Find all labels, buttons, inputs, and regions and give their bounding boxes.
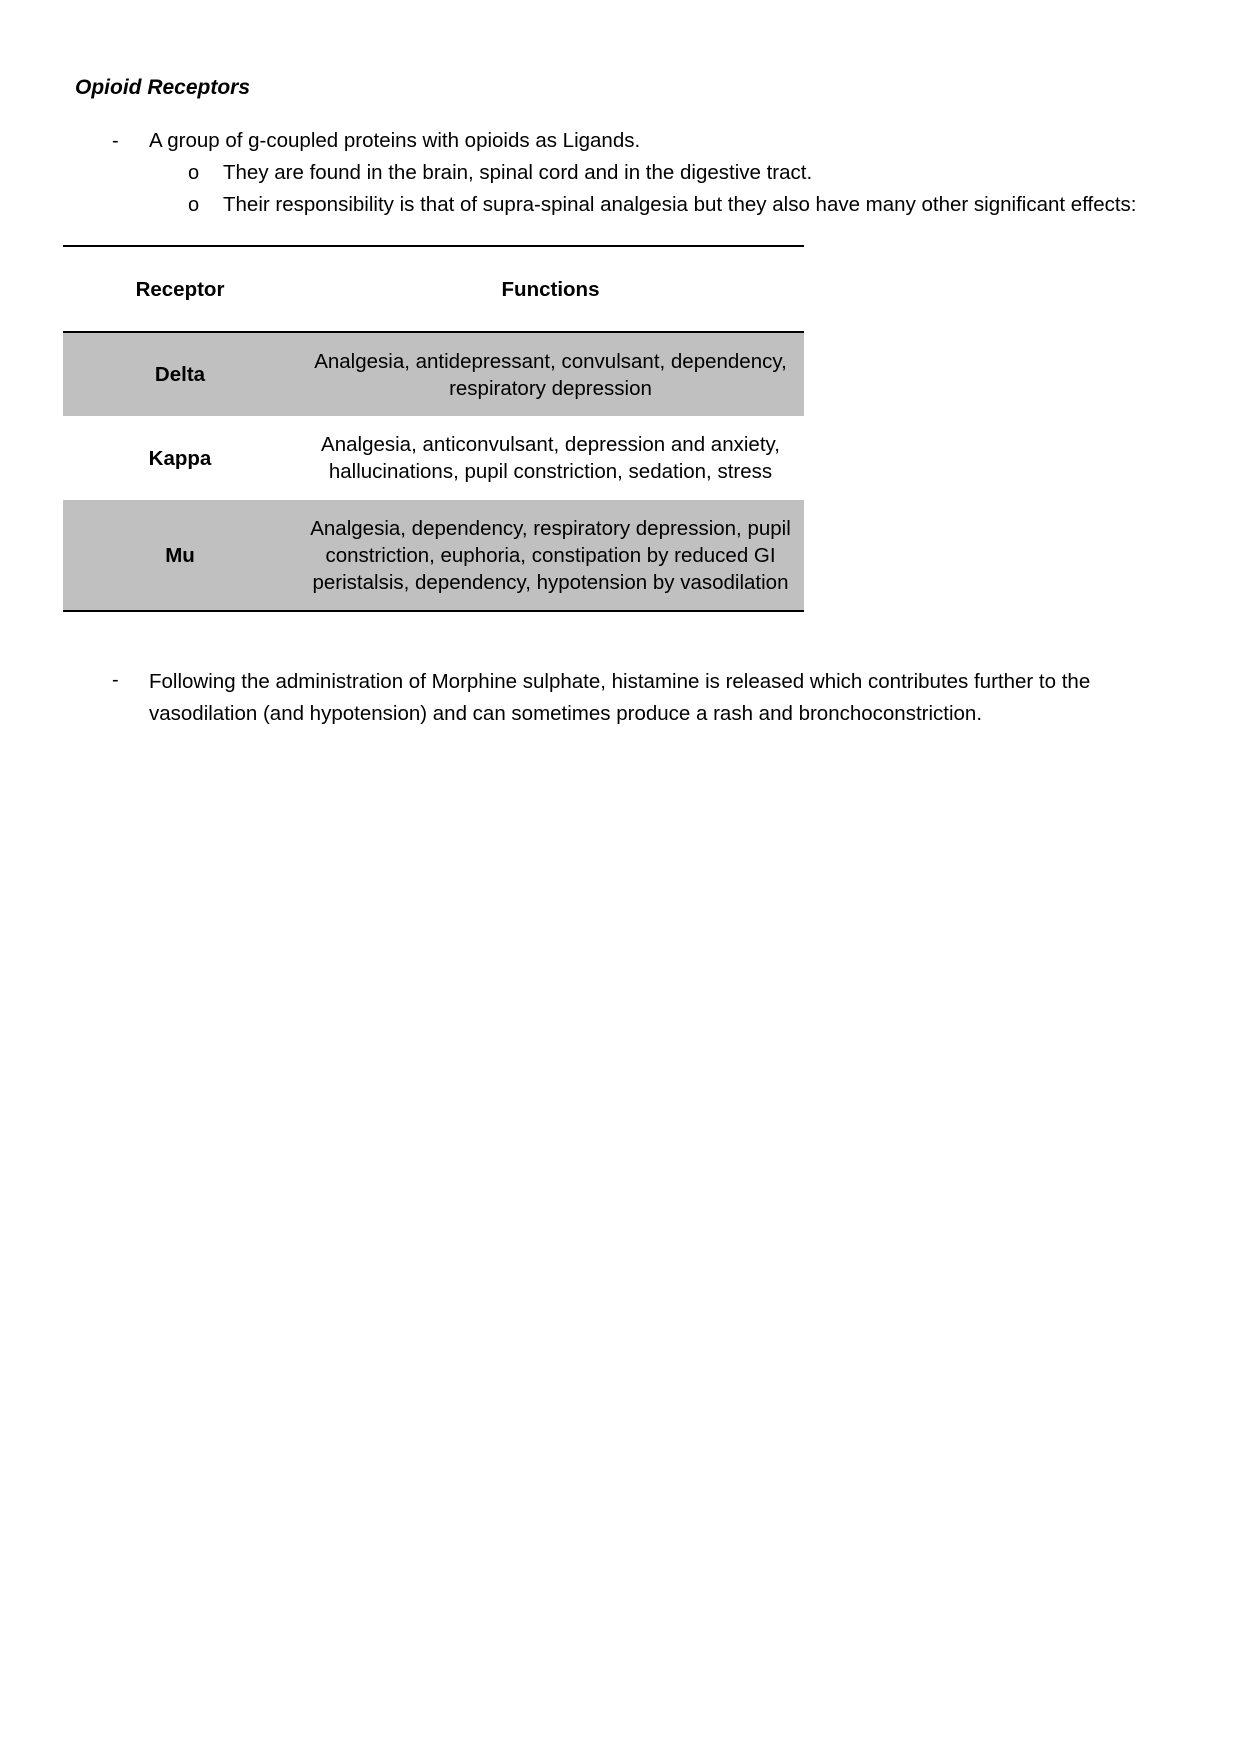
table-row [63, 332, 804, 416]
table-row [63, 500, 804, 611]
receptor-cell: Delta [63, 332, 297, 416]
bullet-dash-icon: - [112, 130, 119, 152]
bullet-circle-icon: o [188, 194, 200, 216]
closing-paragraph: Following the administration of Morphine sulphate, histamine is released which contributes further to the vasodilation (and hypotension) and can sometimes produce a rash and bronchoconstriction. [149, 670, 1091, 725]
table-row [63, 416, 804, 500]
column-header-receptor: Receptor [63, 246, 297, 332]
functions-cell: Analgesia, antidepressant, convulsant, dependency, respiratory depression [297, 332, 804, 416]
bullet-dash-icon: - [112, 669, 119, 691]
page-title: Opioid Receptors [75, 76, 251, 99]
column-header-functions: Functions [297, 246, 804, 332]
receptor-cell: Kappa [148, 446, 212, 470]
sub-bullet-location: They are found in the brain, spinal cord and in the digestive tract. [223, 161, 813, 184]
sub-bullet-responsibility: Their responsibility is that of supra-spinal analgesia but they also have many other significant effects: [223, 193, 1137, 216]
table-header-row [63, 246, 804, 332]
functions-cell: Analgesia, dependency, respiratory depression, pupil constriction, euphoria, constipation by reduced GI peristalsis, dependency, hypotension by vasodilation [297, 500, 804, 611]
receptor-table [63, 245, 804, 612]
receptor-cell: Mu [63, 500, 297, 611]
functions-cell: Analgesia, anticonvulsant, depression and anxiety, hallucinations, pupil constriction, sedation, stress [321, 433, 780, 483]
bullet-circle-icon: o [188, 162, 200, 184]
bullet-intro: A group of g-coupled proteins with opioids as Ligands. [149, 129, 641, 152]
